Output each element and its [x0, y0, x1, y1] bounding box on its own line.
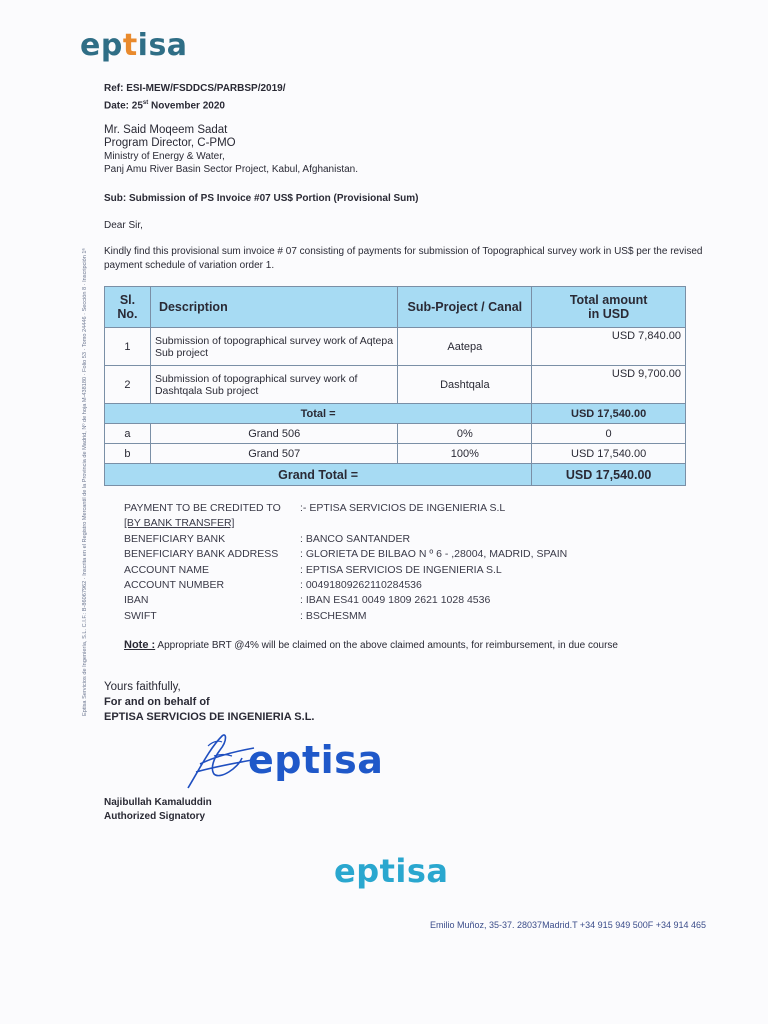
recipient-name: Mr. Said Moqeem Sadat: [104, 124, 228, 136]
recipient-address: [104, 124, 358, 176]
header-description: Description: [150, 287, 398, 328]
date-line: Date: 25st November 2020: [104, 100, 225, 112]
grant-sl: b: [105, 444, 151, 464]
total-label: Total =: [105, 404, 532, 424]
table-row: [105, 424, 686, 444]
grant-sl: a: [105, 424, 151, 444]
row-sl: 2: [105, 366, 151, 404]
grant-amount: USD 17,540.00: [532, 444, 686, 464]
table-row: [105, 366, 686, 404]
grant-pct: 0%: [398, 424, 532, 444]
payment-row: ACCOUNT NAME : EPTISA SERVICIOS DE INGENIERIA S.L: [124, 563, 502, 576]
table-row: [105, 444, 686, 464]
grant-pct: 100%: [398, 444, 532, 464]
recipient-org: Ministry of Energy & Water,: [104, 151, 225, 162]
row-canal: Aatepa: [398, 328, 532, 366]
row-canal: Dashtqala: [398, 366, 532, 404]
closing-line: Yours faithfully,: [104, 681, 181, 693]
signer-block: [104, 796, 212, 824]
row-description: Submission of topographical survey work of Aqtepa Sub project: [150, 328, 398, 366]
reference-block: [104, 82, 286, 113]
grand-total-row: [105, 464, 686, 486]
subject-line: Sub: Submission of PS Invoice #07 US$ Portion (Provisional Sum): [104, 193, 419, 204]
table-row: [105, 328, 686, 366]
recipient-project: Panj Amu River Basin Sector Project, Kabul, Afghanistan.: [104, 164, 359, 175]
total-row: [105, 404, 686, 424]
header-amount: Total amount in USD: [532, 287, 686, 328]
row-sl: 1: [105, 328, 151, 366]
row-description: Submission of topographical survey work of Dashtqala Sub project: [150, 366, 398, 404]
payment-row: SWIFT : BSCHESMM: [124, 609, 367, 622]
eptisa-logo-top: eptisa: [80, 28, 188, 63]
closing-block: [104, 680, 314, 725]
row-amount: USD 7,840.00: [532, 328, 686, 366]
row-amount: USD 9,700.00: [532, 366, 686, 404]
body-paragraph: Kindly find this provisional sum invoice # 07 consisting of payments for submission of Topographical survey work in US$ per the revised payment schedule of variation order 1.: [104, 246, 703, 271]
header-subproject: Sub-Project / Canal: [398, 287, 532, 328]
invoice-table: [104, 286, 686, 486]
closing-line: For and on behalf of: [104, 696, 210, 708]
grand-total-label: Grand Total =: [105, 464, 532, 486]
payment-row: ACCOUNT NUMBER : 00491809262110284536: [124, 579, 422, 592]
salutation: Dear Sir,: [104, 220, 143, 231]
payment-row: BENEFICIARY BANK ADDRESS : GLORIETA DE BILBAO N º 6 - ,28004, MADRID, SPAIN: [124, 548, 568, 561]
payment-row: PAYMENT TO BE CREDITED TO :- EPTISA SERVICIOS DE INGENIERIA S.L: [124, 502, 506, 514]
signer-name: Najibullah Kamaluddin: [104, 797, 212, 808]
signer-role: Authorized Signatory: [104, 811, 206, 822]
eptisa-footer-logo: eptisa: [334, 852, 449, 890]
closing-company: EPTISA SERVICIOS DE INGENIERIA S.L.: [104, 711, 315, 723]
reference-line: Ref: ESI-MEW/FSDDCS/PARBSP/2019/: [104, 83, 286, 94]
grant-name: Grand 507: [150, 444, 398, 464]
header-sl-no: Sl. No.: [105, 287, 151, 328]
company-registration-text: Eptisa Servicios de Ingeniería, S.L. C.I.F.: B-86067962 · Inscrita en el Registro Mercantil de la Provincia de Madrid, Nº de hoja M-438180 · Folio 53 · Tomo 24446 · Sección 8 · Inscripción 1ª: [82, 248, 88, 716]
grant-amount: 0: [532, 424, 686, 444]
total-amount: USD 17,540.00: [532, 404, 686, 424]
payment-row: IBAN : IBAN ES41 0049 1809 2621 1028 4536: [124, 594, 491, 607]
eptisa-stamp-logo: eptisa: [248, 738, 384, 782]
table-header-row: [105, 287, 686, 328]
note-line: Note : Appropriate BRT @4% will be claimed on the above claimed amounts, for reimbursement, in due course: [124, 639, 618, 651]
payment-row: BENEFICIARY BANK : BANCO SANTANDER: [124, 532, 411, 545]
grant-name: Grand 506: [150, 424, 398, 444]
footer-address: Emilio Muñoz, 35-37. 28037Madrid.T +34 915 949 500F +34 914 465: [430, 920, 707, 930]
payment-details: [124, 501, 567, 624]
payment-row: [BY BANK TRANSFER]: [124, 517, 235, 530]
grand-total-amount: USD 17,540.00: [532, 464, 686, 486]
recipient-title: Program Director, C-PMO: [104, 137, 236, 149]
